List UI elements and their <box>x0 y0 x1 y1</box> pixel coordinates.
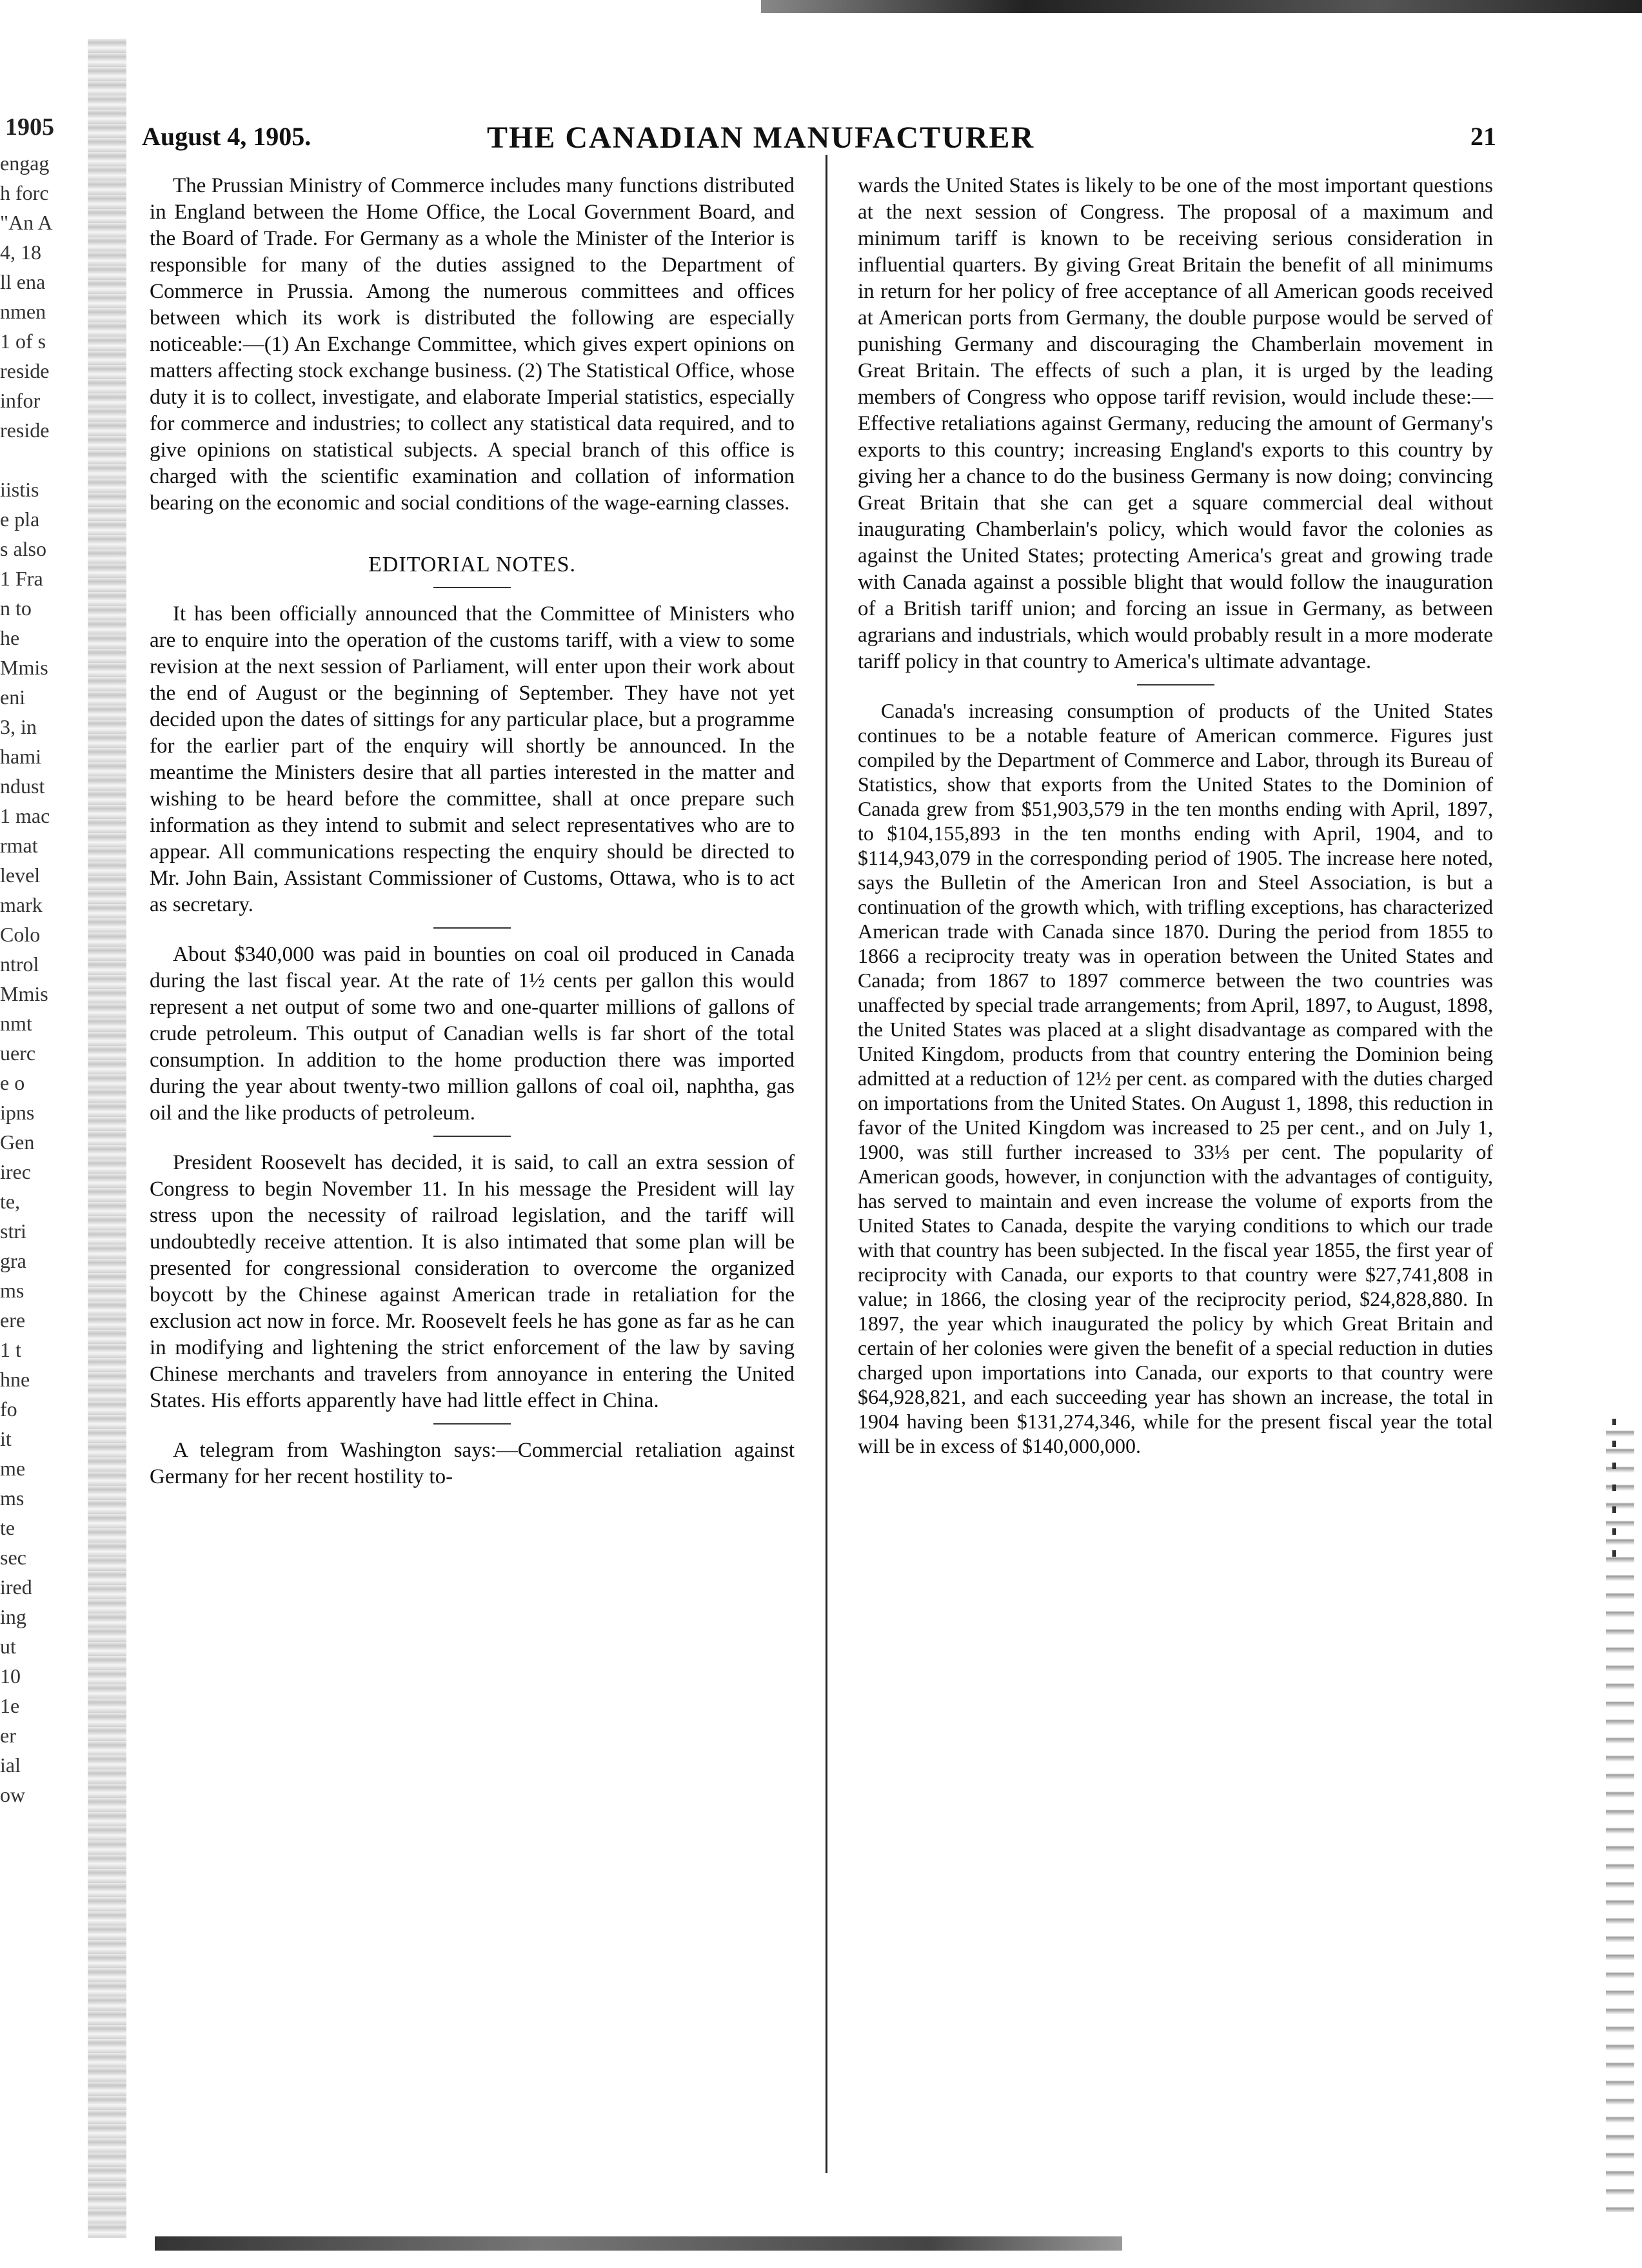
margin-fragment-line: te, <box>0 1190 21 1213</box>
margin-fragment-line: ow <box>0 1783 26 1806</box>
right-column <box>858 173 1493 1458</box>
margin-fragment-line: gra <box>0 1249 26 1272</box>
margin-fragment-line: hne <box>0 1368 30 1391</box>
margin-fragment-line: er <box>0 1724 16 1747</box>
margin-fragment-line: 4, 18 <box>0 241 41 264</box>
left-column <box>150 173 795 1490</box>
margin-fragment-line: e pla <box>0 508 40 531</box>
page-header <box>129 116 1496 161</box>
margin-fragment-line: 3, in <box>0 715 37 738</box>
margin-fragment-line: Colo <box>0 923 41 946</box>
margin-fragment-line: 1 t <box>0 1338 21 1361</box>
margin-fragment-line: reside <box>0 359 50 382</box>
canada-consumption-paragraph: Canada's increasing consumption of products of the United States continues to be a notable feature of American commerce. Figures just compiled by the Department of Commerce and Labor, through its Bureau of Statistics, show that exports from the United States to the Dominion of Canada grew from $51,903,579 in the ten months ending with April, 1897, to $104,155,893 in the ten months ending with April, 1904, and to $114,943,079 in the corresponding period of 1905. The increase here noted, says the Bulletin of the American Iron and Steel Association, is but a continuation of the growth which, with trifling exceptions, has characterized American trade with Canada since 1870. During the period from 1855 to 1866 a reciprocity treaty was in operation between the United States and Canada; from 1867 to 1897 commerce between the two countries was unaffected by special trade arrangements; from April, 1897, to August, 1898, the United States was placed at a slight disadvantage as compared with the United Kingdom, products from that country entering the Dominion being admitted at a reduction of 12½ per cent. as compared with the duties charged on importations from the United States. On August 1, 1898, this reduction in favor of the United Kingdom was increased to 25 per cent., and on July 1, 1900, was still further increased to 33⅓ per cent. The popularity of American goods, however, in conjunction with the advantages of contiguity, has served to maintain and even increase the volume of exports from the United States to Canada, despite the varying conditions to which our trade with that country has been subjected. In the fiscal year 1855, the first year of reciprocity with Canada, our exports to that country were $27,741,808 in value; in 1866, the closing year of the reciprocity period, $24,828,880. In 1897, the year which inaugurated the policy by which Great Britain and certain of her colonies were given the benefit of a special reduction in duties charged upon importations into Canada, our exports to that country were $64,928,821, and each succeeding year has shown an increase, the total in 1904 having been $131,274,346, while for the present fiscal year the total will be in excess of $140,000,000. <box>858 699 1493 1457</box>
right-edge-speckle <box>1606 1419 1634 2212</box>
margin-fragment-line: sec <box>0 1546 26 1569</box>
margin-fragment-line: ial <box>0 1753 21 1777</box>
margin-fragment-line: 1 mac <box>0 804 50 827</box>
prussian-ministry-paragraph: The Prussian Ministry of Commerce includes many functions distributed in England between the Home Office, the Local Government Board, and the Board of Trade. For Germany as a whole the Minister of the Interior is responsible for many of the duties assigned to the Department of Commerce in Prussia. Among the numerous committees and offices between which its work is distributed the following are especially noticeable:—(1) An Exchange Committee, which gives expert opinions on matters affecting stock exchange business. (2) The Statistical Office, whose duty it is to collect, investigate, and elaborate Imperial statistics, especially for commerce and industries; to collect any statistical data required, and to give opinions on statistical subjects. A special branch of this office is charged with the scientific examination and collation of information bearing on the economic and social conditions of the wage-earning classes. <box>150 174 795 515</box>
margin-fragment-line: nmen <box>0 300 46 323</box>
washington-telegram-continued: wards the United States is likely to be one of the most important questions at the next session of Congress. The proposal of a maximum and minimum tariff is known to be receiving serious consideration in influential quarters. By giving Great Britain the benefit of all minimums in return for her policy of free acceptance of all American goods received at American ports from Germany, the double purpose would be served of punishing Germany and discouraging the Chamberlain movement in Great Britain. The effects of such a plan, it is urged by the leading members of Congress who oppose tariff revision, would include these:—Effective retaliations against Germany, reducing the amount of Germany's exports to this country; increasing England's exports to this country by giving her a chance to do the business Germany is now doing; convincing Great Britain that she can get a square commercial deal without inaugurating Chamberlain's policy, which would favor the colonies as against the United States; protecting America's great and growing trade with Canada against a possible blight that would follow the inauguration of a British tariff union; and forcing an issue in Germany, as between agrarians and industrials, which would probably result in a more moderate tariff policy in that country to America's ultimate advantage. <box>858 174 1493 673</box>
margin-fragment-line: it <box>0 1427 12 1450</box>
margin-fragment-line: eni <box>0 685 26 709</box>
column-divider <box>826 155 827 2173</box>
separator-rule <box>433 1136 511 1137</box>
bottom-scan-border <box>155 2236 1122 2251</box>
margin-fragment-line: fo <box>0 1397 17 1421</box>
margin-fragment-line: ipns <box>0 1101 35 1124</box>
margin-fragment-line: he <box>0 626 20 649</box>
margin-fragment-line: Gen <box>0 1130 35 1154</box>
margin-fragment-line: mark <box>0 893 43 916</box>
top-scan-border <box>761 0 1642 13</box>
margin-fragment-line: ere <box>0 1308 26 1332</box>
margin-fragment-line: te <box>0 1516 15 1539</box>
washington-telegram-paragraph: A telegram from Washington says:—Commercial retaliation against Germany for her recent hostility to- <box>150 1439 795 1488</box>
margin-fragment-line: 10 <box>0 1664 21 1688</box>
coal-oil-bounties-paragraph: About $340,000 was paid in bounties on coal oil produced in Canada during the last fiscal year. At the rate of 1½ cents per gallon this would represent a net output of some two and one-quarter millions of gallons of crude petroleum. This output of Canadian wells is far short of the total consumption. In addition to the home production there was imported during the year about twenty-two million gallons of coal oil, naphtha, gas oil and the like products of petroleum. <box>150 943 795 1125</box>
margin-fragment-line: ut <box>0 1635 16 1658</box>
margin-fragment-line: 1e <box>0 1694 20 1717</box>
margin-fragment-line: ms <box>0 1279 25 1302</box>
margin-fragment-line: ntrol <box>0 952 39 976</box>
margin-fragment-line: infor <box>0 389 41 412</box>
separator-rule <box>433 927 511 929</box>
margin-fragment-line: ired <box>0 1575 32 1599</box>
margin-fragment-line: 1 Fra <box>0 567 43 590</box>
separator-rule <box>433 1423 511 1425</box>
margin-fragment-line: hami <box>0 745 41 768</box>
right-edge-marks <box>1612 1419 1616 1561</box>
publication-title: THE CANADIAN MANUFACTURER <box>487 121 1035 155</box>
margin-fragment-line: uerc <box>0 1041 36 1065</box>
margin-year: 1905 <box>5 113 54 141</box>
tariff-committee-paragraph: It has been officially announced that the Committee of Ministers who are to enquire into the operation of the customs tariff, with a view to some revision at the next session of Parliament, will enter upon their work about the end of August or the beginning of September. They have not yet decided upon the dates of sittings for any particular place, but a programme for the earlier part of the enquiry will shortly be announced. In the meantime the Ministers desire that all parties interested in the matter and wishing to be heard before the committee, shall at once prepare such information as they intend to submit and select representatives who are to appear. All communications respecting the enquiry should be directed to Mr. John Bain, Assistant Commissioner of Customs, Ottawa, who is to act as secretary. <box>150 602 795 916</box>
margin-fragment-line: Mmis <box>0 656 48 679</box>
margin-fragment-line: Mmis <box>0 982 48 1005</box>
page-number: 21 <box>1470 122 1496 151</box>
margin-fragment-line: nmt <box>0 1012 32 1035</box>
margin-fragment-line: me <box>0 1457 26 1480</box>
adjacent-page-fragment <box>0 148 97 2173</box>
margin-fragment-line: "An A <box>0 211 53 234</box>
margin-fragment-line: s also <box>0 537 46 560</box>
margin-fragment-line: irec <box>0 1160 31 1183</box>
margin-fragment-line: engag <box>0 152 50 175</box>
margin-fragment-line: reside <box>0 419 50 442</box>
separator-rule <box>1137 684 1214 685</box>
margin-fragment-line: iistis <box>0 478 39 501</box>
heading-rule <box>433 587 511 588</box>
margin-fragment-line: ing <box>0 1605 26 1628</box>
margin-fragment-line <box>0 445 97 475</box>
margin-fragment-line: 1 of s <box>0 330 46 353</box>
margin-fragment-line: h forc <box>0 181 49 204</box>
margin-fragment-line: ndust <box>0 774 45 798</box>
margin-fragment-line: ms <box>0 1486 25 1510</box>
margin-fragment-line: level <box>0 863 41 887</box>
section-heading: EDITORIAL NOTES. <box>368 553 576 577</box>
issue-date: August 4, 1905. <box>142 122 312 151</box>
margin-fragment-line: ll ena <box>0 270 46 293</box>
margin-fragment-line: n to <box>0 597 32 620</box>
margin-fragment-line: rmat <box>0 834 38 857</box>
roosevelt-session-paragraph: President Roosevelt has decided, it is said, to call an extra session of Congress to begin November 11. In his message the President will lay stress upon the necessity of railroad legislation, and the tariff will undoubtedly receive attention. It is also intimated that some plan will be presented for congressional consideration to overcome the organized boycott by the Chinese against American trade in retaliation for the exclusion act now in force. Mr. Roosevelt feels he has gone as far as he can in modifying and lightening the strict enforcement of the law by saving Chinese merchants and travelers from annoyance in entering the United States. His efforts apparently have had little effect in China. <box>150 1151 795 1412</box>
margin-fragment-line: stri <box>0 1219 26 1243</box>
margin-fragment-line: e o <box>0 1071 25 1094</box>
